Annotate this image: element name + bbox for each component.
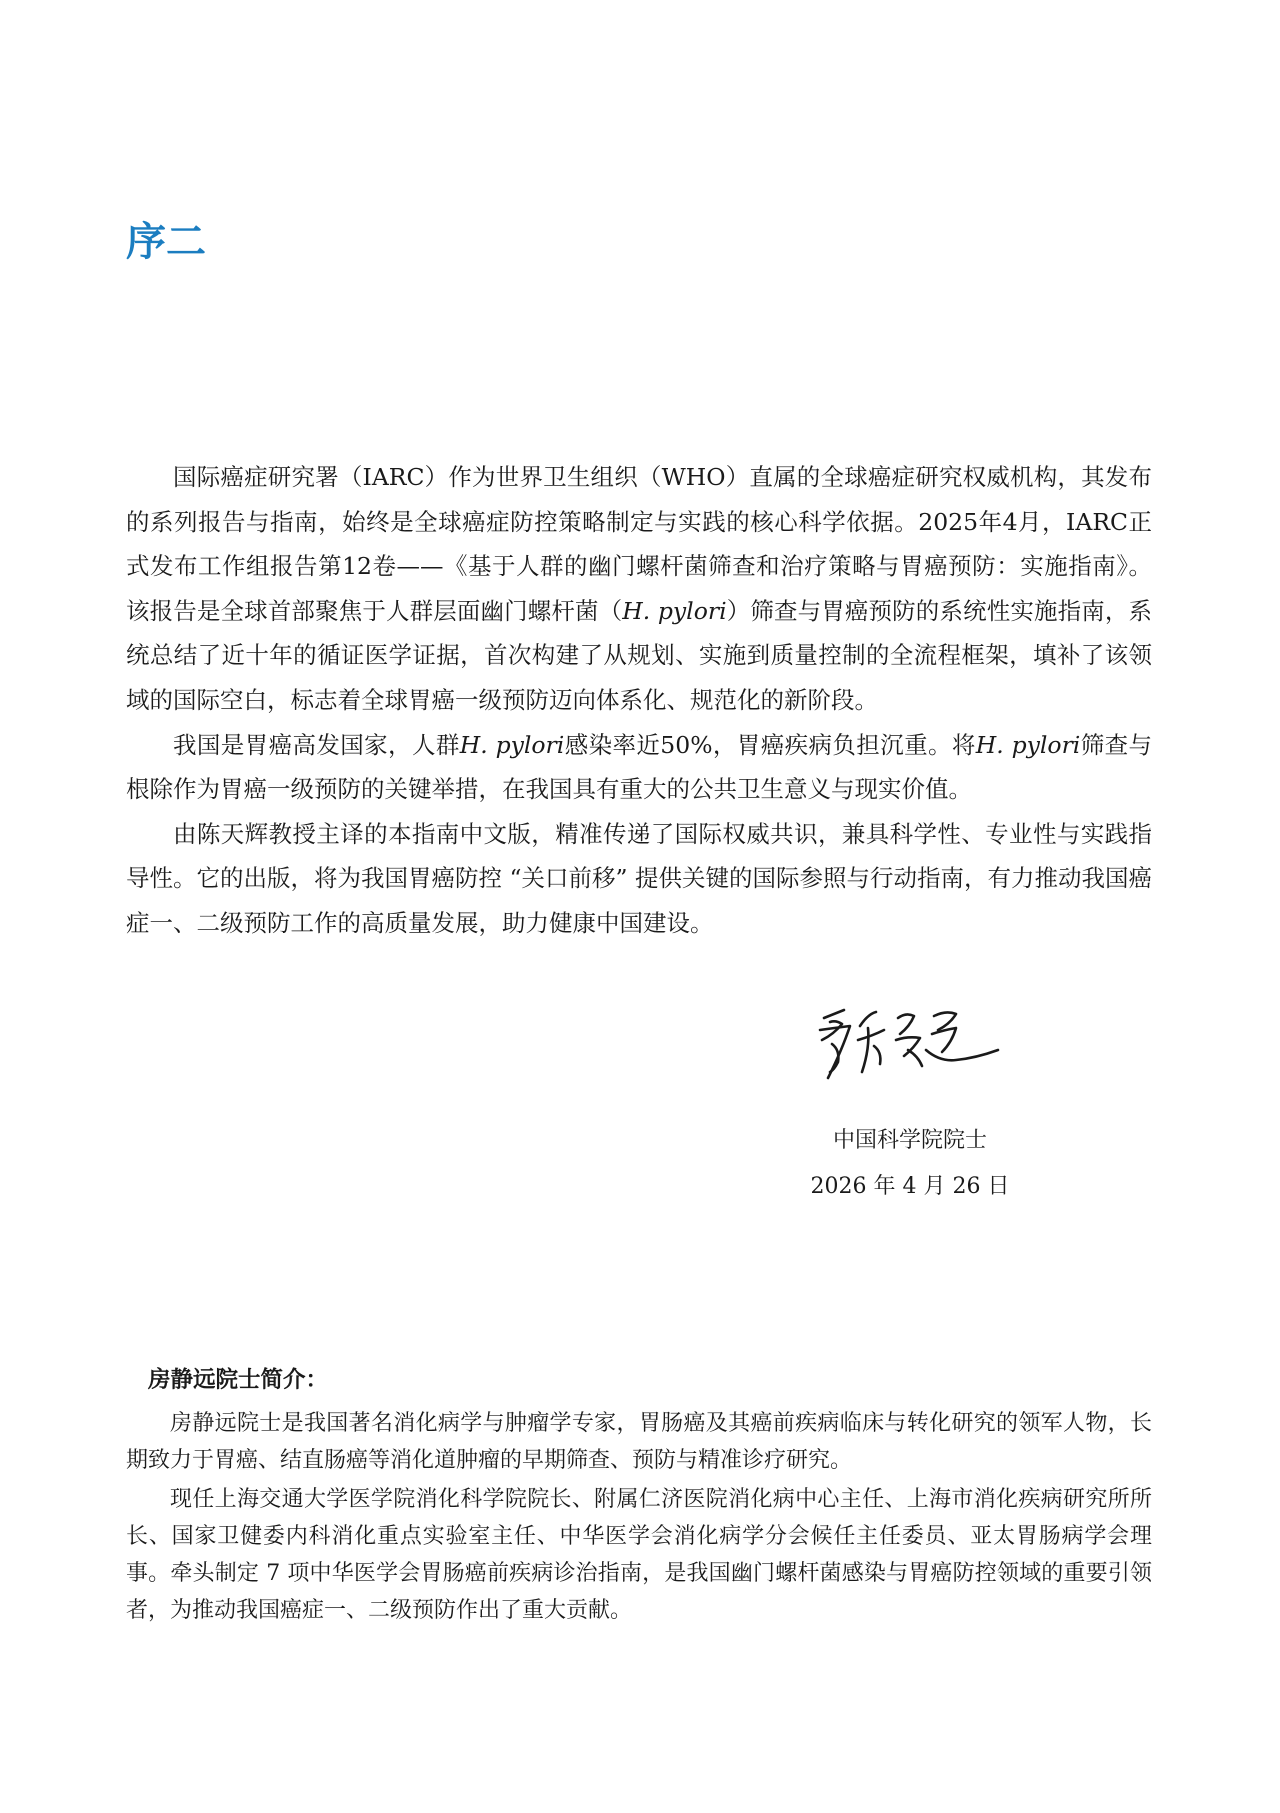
page-title: 序二	[126, 219, 206, 265]
bio-body	[126, 1405, 1152, 1629]
species-name: H. pylori	[975, 730, 1081, 759]
preface-paragraph-2: 我国是胃癌高发国家，人群H. pylori感染率近50%，胃癌疾病负担沉重。将H. pylori筛查与根除作为胃癌一级预防的关键举措，在我国具有重大的公共卫生意义与现实价值。	[126, 730, 1153, 804]
species-name: H. pylori	[622, 596, 727, 625]
bio-paragraph-2: 现任上海交通大学医学院消化科学院院长、附属仁济医院消化病中心主任、上海市消化疾病研究所所长、国家卫健委内科消化重点实验室主任、中华医学会消化病学分会候任主任委员、亚太胃肠病学会理事。牵头制定 7 项中华医学会胃肠癌前疾病诊治指南，是我国幽门螺杆菌感染与胃癌防控领域的重要引领者，为推动我国癌症一、二级预防作出了重大贡献。	[126, 1487, 1152, 1623]
preface-body	[126, 455, 1152, 946]
bio-title: 房静远院士简介：	[148, 1367, 329, 1393]
preface-paragraph-1: 国际癌症研究署（IARC）作为世界卫生组织（WHO）直属的全球癌症研究权威机构，其发布的系列报告与指南，始终是全球癌症防控策略制定与实践的核心科学依据。2025年4月，IARC正式发布工作组报告第12卷——《基于人群的幽门螺杆菌筛查和治疗策略与胃癌预防：实施指南》。该报告是全球首部聚焦于人群层面幽门螺杆菌（H. pylori）筛查与胃癌预防的系统性实施指南，系统总结了近十年的循证医学证据，首次构建了从规划、实施到质量控制的全流程框架，填补了该领域的国际空白，标志着全球胃癌一级预防迈向体系化、规范化的新阶段。	[126, 463, 1153, 714]
signature-block	[780, 1118, 1040, 1210]
species-name: H. pylori	[459, 730, 565, 759]
bio-paragraph-1: 房静远院士是我国著名消化病学与肿瘤学专家，胃肠癌及其癌前疾病临床与转化研究的领军人物，长期致力于胃癌、结直肠癌等消化道肿瘤的早期筛查、预防与精准诊疗研究。	[126, 1411, 1152, 1473]
handwritten-signature	[810, 1000, 1010, 1092]
signer-affiliation: 中国科学院院士	[832, 1128, 987, 1153]
signature-date: 2026 年 4 月 26 日	[810, 1174, 1010, 1199]
preface-paragraph-3: 由陈天辉教授主译的本指南中文版，精准传递了国际权威共识，兼具科学性、专业性与实践指导性。它的出版，将为我国胃癌防控 “关口前移” 提供关键的国际参照与行动指南，有力推动我国癌症一、二级预防工作的高质量发展，助力健康中国建设。	[126, 819, 1152, 937]
